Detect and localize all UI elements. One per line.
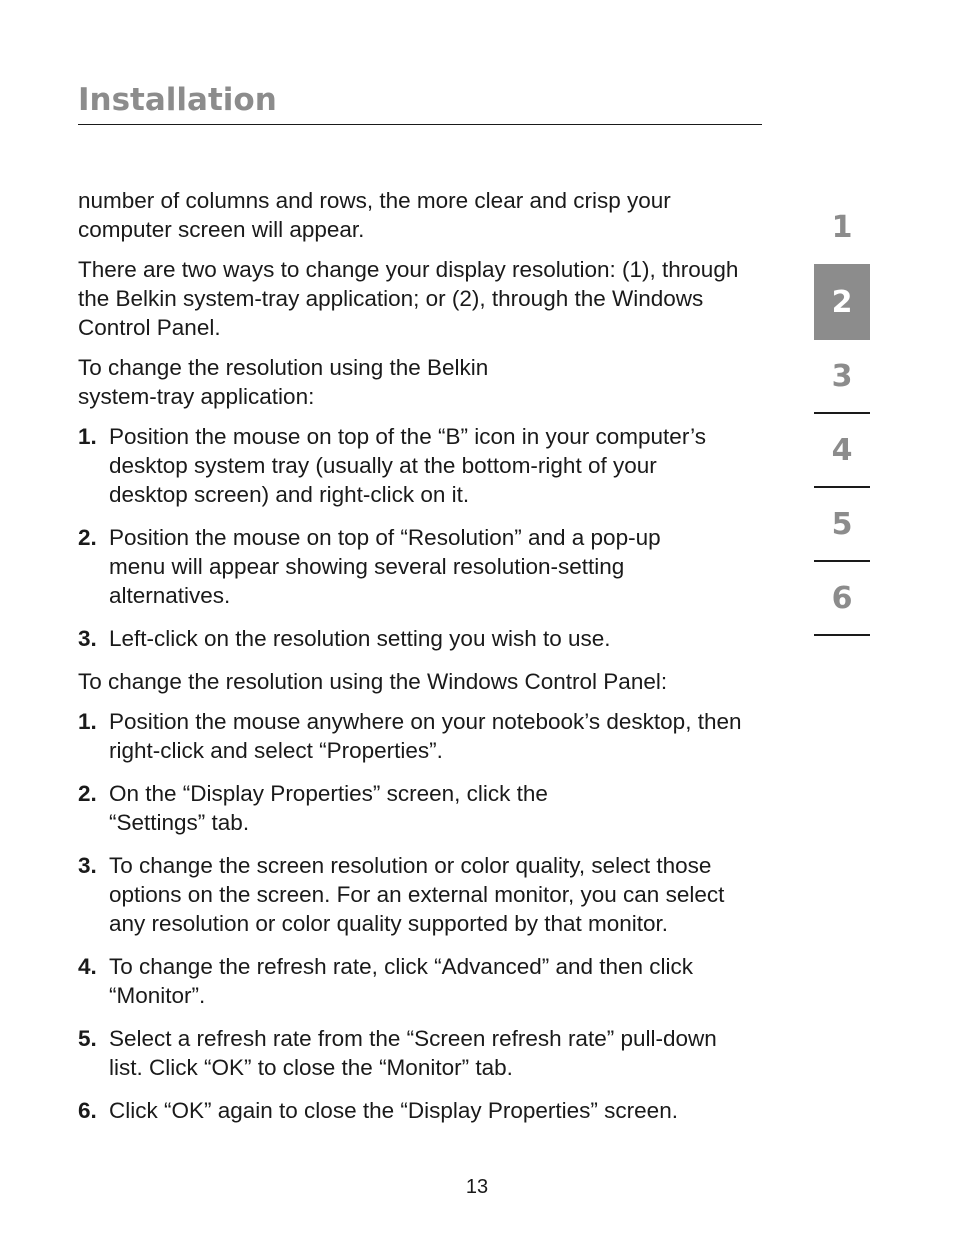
step-number: 6.: [78, 1098, 97, 1123]
tray-intro-line-2: system-tray application:: [78, 384, 315, 409]
step-number: 4.: [78, 954, 97, 979]
list-item: [78, 624, 762, 653]
list-item: [78, 779, 639, 837]
paragraph-ways: There are two ways to change your display resolution: (1), through the Belkin system-tray application; or (2), through the Windows Control Panel.: [78, 257, 739, 340]
chapter-tab-6[interactable]: 6: [814, 562, 870, 636]
list-item: [78, 952, 762, 1010]
tray-intro-line-1: To change the resolution using the Belkin: [78, 355, 489, 380]
step-text: Left-click on the resolution setting you wish to use.: [109, 626, 611, 651]
list-item: [78, 422, 739, 509]
step-text: Position the mouse on top of “Resolution” and a pop-up menu will appear showing several resolution-setting alternatives.: [109, 525, 661, 608]
list-item: [78, 523, 669, 610]
paragraph-intro: number of columns and rows, the more clear and crisp your computer screen will appear.: [78, 188, 671, 242]
list-item: [78, 1024, 719, 1082]
list-item: [78, 707, 762, 765]
step-number: 1.: [78, 709, 97, 734]
step-text: To change the refresh rate, click “Advanced” and then click “Monitor”.: [109, 954, 694, 1008]
step-text: To change the screen resolution or color quality, select those options on the screen. For an external monitor, you can select any resolution or color quality supported by that monitor.: [109, 853, 725, 936]
chapter-tab-1[interactable]: 1: [831, 209, 853, 245]
list-item: [78, 851, 762, 938]
step-number: 3.: [78, 626, 97, 651]
step-number: 2.: [78, 525, 97, 550]
chapter-tab-2[interactable]: 2: [814, 264, 870, 340]
paragraph-control-panel-intro: To change the resolution using the Windows Control Panel:: [78, 669, 668, 694]
step-text: Position the mouse anywhere on your notebook’s desktop, then right-click and select “Properties”.: [109, 709, 742, 763]
paragraph-tray-intro: [78, 353, 762, 411]
step-text: Position the mouse on top of the “B” icon in your computer’s desktop system tray (usually at the bottom-right of your desktop screen) and right-click on it.: [109, 424, 706, 507]
chapter-tab-3[interactable]: 3: [814, 340, 870, 414]
control-panel-steps-list: [78, 707, 762, 1125]
tray-steps-list: [78, 422, 762, 653]
chapter-nav: [814, 190, 870, 636]
step-text: Click “OK” again to close the “Display Properties” screen.: [109, 1098, 678, 1123]
chapter-tab-5[interactable]: 5: [814, 488, 870, 562]
step-number: 5.: [78, 1026, 97, 1051]
step-number: 2.: [78, 781, 97, 806]
step-text: Select a refresh rate from the “Screen refresh rate” pull-down list. Click “OK” to close the “Monitor” tab.: [109, 1026, 717, 1080]
page-number: 13: [465, 1176, 489, 1198]
header-divider: [78, 124, 762, 125]
list-item: [78, 1096, 762, 1125]
chapter-tab-4[interactable]: 4: [814, 414, 870, 488]
step-text: On the “Display Properties” screen, click the “Settings” tab.: [109, 781, 548, 835]
page-title: Installation: [78, 82, 277, 118]
step-number: 1.: [78, 424, 97, 449]
body-content: [78, 186, 762, 1139]
step-number: 3.: [78, 853, 97, 878]
